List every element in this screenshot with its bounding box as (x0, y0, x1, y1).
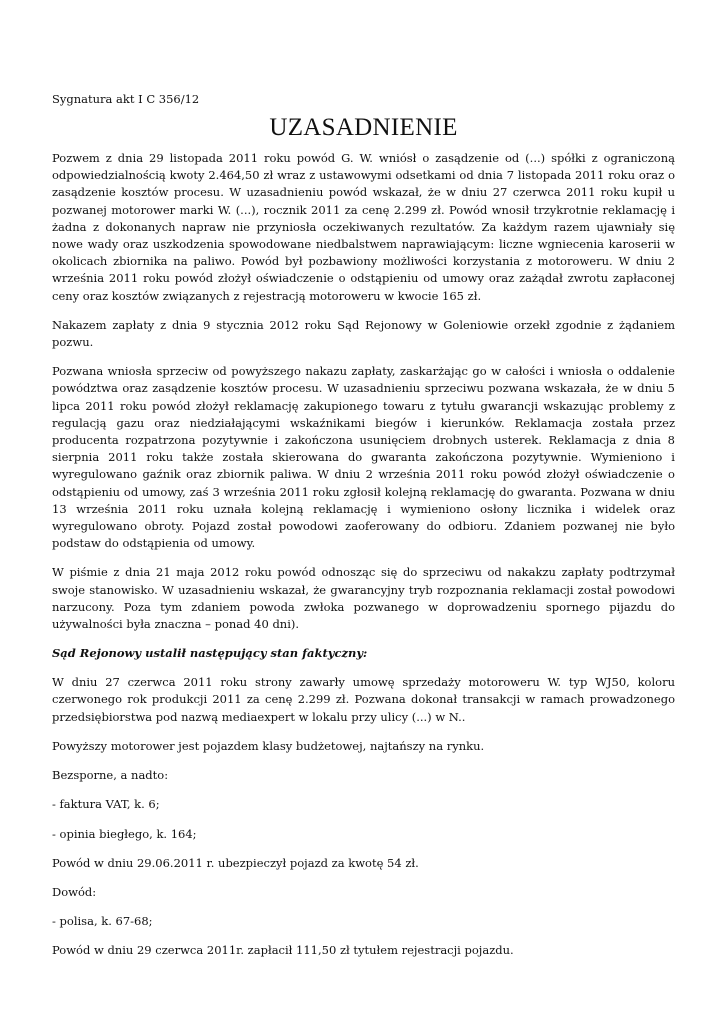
case-signature: Sygnatura akt I C 356/12 (52, 92, 200, 106)
document-title: UZASADNIENIE (269, 114, 458, 141)
finding-undisputed: Bezsporne, a nadto: (52, 768, 169, 783)
evidence-label: Dowód: (52, 884, 97, 899)
paragraph-objection: Pozwana wniosła sprzeciw od powyższego nakazu zapłaty, zaskarżając go w całości i wniosła o oddalenie powództwa oraz zasądzenie kosztów procesu. W uzasadnieniu sprzeciwu pozwana wskazała, że w dniu 5 lipca 2011 roku powód złożył reklamację zakupionego towaru z tytułu gwarancji wskazując problemy z regulacją gazu oraz niedziałającymi wskaźnikami biegów i kierunków. Reklamacja została przez producenta rozpatrzona pozytywnie i zakończona usunięciem drobnych usterek. Reklamacja z dnia 8 sierpnia 2011 roku także została skierowana do gwaranta zakończona pozytywnie. Wymieniono i wyregulowano gaźnik oraz zbiornik paliwa. W dniu 2 września 2011 roku powód złożył oświadczenie o odstąpieniu od umowy, zaś 3 września 2011 roku zgłosił kolejną reklamację do gwaranta. Pozwana w dniu 13 września 2011 roku uznała kolejną reklamację i wymieniono osłony licznika i widelek oraz wyregulowano obroty. Pojazd został powodowi zaoferowany do odbioru. Zdaniem pozwanej nie było podstaw do odstąpienia od umowy. (52, 364, 675, 551)
paragraph-claim: Pozwem z dnia 29 listopada 2011 roku powód G. W. wniósł o zasądzenie od (...) spółki z ograniczoną odpowiedzialnością kwoty 2.464,50 zł wraz z ustawowymi odsetkami od dnia 7 listopada 2011 roku oraz o zasądzenie kosztów procesu. W uzasadnieniu powód wskazał, że w dniu 27 czerwca 2011 roku kupił u pozwanej motorower marki W. (...), rocznik 2011 za cenę 2.299 zł. Powód wnosił trzykrotnie reklamację i żadna z dokonanych napraw nie przyniosła oczekiwanych rezultatów. Za każdym razem ujawniały się nowe wady oraz uszkodzenia spowodowane niedbalstwem naprawiającym: liczne wgniecenia karoserii w okolicach zbiornika na paliwo. Powód był pozbawiony możliwości korzystania z motoroweru. W dniu 2 września 2011 roku powód złożył oświadczenie o odstąpieniu od umowy oraz zażądał zwrotu zapłaconej ceny oraz kosztów związanych z rejestracją motoroweru w kwocie 165 zł. (52, 151, 675, 303)
findings-heading: Sąd Rejonowy ustalił następujący stan faktyczny: (52, 646, 368, 661)
paragraph-reply: W piśmie z dnia 21 maja 2012 roku powód odnosząc się do sprzeciwu od nakakzu zapłaty podtrzymał swoje stanowisko. W uzasadnieniu wskazał, że gwarancyjny tryb rozpoznania reklamacji został powodowi narzucony. Poza tym zdaniem powoda zwłoka pozwanego w doprowadzeniu spornego pijazdu do używalności była znaczna – ponad 40 dni). (52, 565, 675, 632)
finding-budget-class: Powyższy motorower jest pojazdem klasy budżetowej, najtańszy na rynku. (52, 738, 485, 753)
finding-sale-contract: W dniu 27 czerwca 2011 roku strony zawarły umowę sprzedaży motoroweru W. typ WJ50, koloru czerwonego rok produkcji 2011 za cenę 2.299 zł. Pozwana dokonał transakcji w ramach prowadzonego przedsiębiorstwa pod nazwą mediaexpert w lokalu przy ulicy (...) w N.. (52, 675, 675, 724)
evidence-invoice: - faktura VAT, k. 6; (52, 797, 160, 812)
evidence-expert-opinion: - opinia biegłego, k. 164; (52, 826, 197, 841)
paragraph-payment-order: Nakazem zapłaty z dnia 9 stycznia 2012 roku Sąd Rejonowy w Goleniowie orzekł zgodnie z żądaniem pozwu. (52, 317, 675, 350)
document-page (52, 91, 675, 972)
finding-registration: Powód w dniu 29 czerwca 2011r. zapłacił 111,50 zł tytułem rejestracji pojazdu. (52, 943, 514, 958)
finding-insurance: Powód w dniu 29.06.2011 r. ubezpieczył pojazd za kwotę 54 zł. (52, 855, 419, 870)
evidence-policy: - polisa, k. 67-68; (52, 914, 153, 929)
